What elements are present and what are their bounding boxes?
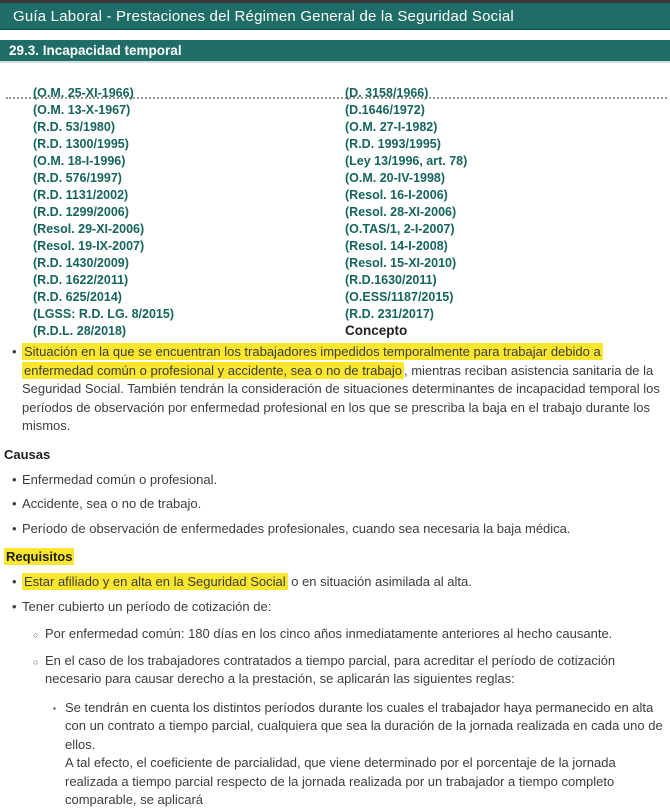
reference-link[interactable]: (O.M. 20-IV-1998) [345,170,446,185]
circle-bullet-icon: ○ [33,630,39,640]
app-title-bar [0,0,670,30]
causas-heading: Causas [4,446,51,462]
bullet-icon: • [12,471,17,487]
reference-link[interactable]: (R.D. 625/2014) [33,289,122,304]
reference-link[interactable]: (R.D.L. 28/2018) [33,323,127,338]
section-header-bar [0,40,670,63]
requisito-item [12,598,670,617]
reference-row [0,101,670,118]
highlighted-text: Requisitos [6,549,73,564]
reference-link[interactable]: (Resol. 14-I-2008) [345,238,448,253]
highlighted-text: Situación en la que se encuentran los trabajadores impedidos temporalmente para trabajar debido a enfermedad común o profesional y accidente, sea o no de trabajo [24,344,601,378]
reference-link[interactable]: (Resol. 29-XI-2006) [33,221,145,236]
sub-item-text: Por enfermedad común: 180 días en los cinco años inmediatamente anteriores al hecho causante. [45,626,613,641]
regla-text [65,699,670,810]
highlighted-text: Estar afiliado y en alta en la Seguridad Social [24,574,286,589]
square-bullet-icon: ▪ [53,703,56,713]
reference-link[interactable]: (LGSS: R.D. LG. 8/2015) [33,306,175,321]
reference-link[interactable]: (R.D. 1993/1995) [345,136,441,151]
legal-references-list [0,84,670,339]
cotizacion-sublist [0,625,670,810]
section-title: 29.3. Incapacidad temporal [9,43,182,58]
reference-link[interactable]: (O.M. 13-X-1967) [33,102,131,117]
bullet-icon: • [12,496,17,511]
reference-link[interactable]: (R.D. 1622/2011) [33,272,129,287]
reference-link[interactable]: (R.D.1630/2011) [345,272,437,287]
requisito-item [12,573,670,592]
reference-link[interactable]: (Resol. 28-XI-2006) [345,204,457,219]
sub-item-text: En el caso de los trabajadores contratados a tiempo parcial, para acreditar el período de cotización necesario para causar derecho a la prestación, se aplicarán las siguientes reglas: [45,652,616,686]
bullet-icon: • [12,574,17,589]
circle-bullet-icon: ○ [33,656,39,667]
concept-text [22,343,670,436]
reference-link[interactable]: (O.M. 25-XI-1966) [33,85,134,100]
reference-row [0,84,670,101]
causa-item [12,520,670,539]
reference-row [0,186,670,203]
reference-row [0,220,670,237]
reference-row [0,118,670,135]
requisito-text: Tener cubierto un período de cotización de: [22,598,272,614]
reference-row [0,237,670,254]
sub-item [33,652,670,689]
reference-row [0,305,670,322]
reference-row [0,203,670,220]
reference-link[interactable]: (R.D. 576/1997) [33,170,122,185]
concept-text-rest: , mientras reciban asistencia sanitaria de la Seguridad Social. También tendrán la consideración de situaciones determinantes de incapacidad temporal los períodos de observación por enfermedad profesional en los que se prescriba la baja en el trabajo durante los mismos. [22,362,660,433]
sub-item [33,625,670,645]
reference-link[interactable]: (O.M. 27-I-1982) [345,119,438,134]
reference-link[interactable]: (O.ESS/1187/2015) [345,289,454,304]
causa-item [12,471,670,490]
reference-link[interactable]: (R.D. 1131/2002) [33,187,129,202]
regla-item [53,699,670,810]
reference-link[interactable]: (O.M. 18-I-1996) [33,153,126,168]
reference-row [0,288,670,305]
reference-row [0,152,670,169]
causa-text: Enfermedad común o profesional. [22,471,218,487]
reference-link[interactable]: (R.D. 231/2017) [345,306,434,321]
concepto-heading: Concepto [345,322,408,338]
bullet-icon: • [12,520,17,536]
reference-link[interactable]: (D. 3158/1966) [345,85,429,100]
reference-row [0,271,670,288]
reference-link[interactable]: (Resol. 15-XI-2010) [345,255,457,270]
reference-link[interactable]: (D.1646/1972) [345,102,425,117]
reference-link[interactable]: (R.D. 1299/2006) [33,204,129,219]
page-title: Guía Laboral - Prestaciones del Régimen General de la Seguridad Social [13,7,514,25]
causa-text: Accidente, sea o no de trabajo. [22,496,202,511]
bullet-icon: • [12,344,17,359]
requisitos-heading [4,549,670,564]
reference-row [0,135,670,152]
reference-link[interactable]: (Resol. 19-IX-2007) [33,238,145,253]
regla-paragraph: Se tendrán en cuenta los distintos períodos durante los cuales el trabajador haya permanecido en alta con un contrato a tiempo parcial, cualquiera que sea la duración de la jornada realizada en cada uno de ellos. [65,699,663,752]
causa-text: Período de observación de enfermedades profesionales, cuando sea necesaria la baja médica. [22,520,571,536]
reference-link[interactable]: (O.TAS/1, 2-I-2007) [345,221,455,236]
requisito-text [22,573,478,592]
reference-link[interactable]: (Resol. 16-I-2006) [345,187,448,202]
regla-continuation: A tal efecto, el coeficiente de parcialidad, que viene determinado por el porcentaje de la jornada realizada a tiempo parcial respecto de la jornada realizada por un trabajador a tiempo completo comparable, se aplicará [65,755,616,807]
bullet-icon: • [12,598,17,614]
concept-bullet-item [12,343,670,436]
reference-link[interactable]: (R.D. 53/1980) [33,119,115,134]
requisito-text-rest: o en situación asimilada al alta. [287,574,472,589]
causa-item [12,495,670,514]
reference-link[interactable]: (R.D. 1300/1995) [33,136,129,151]
reference-row [0,254,670,271]
reference-row [0,322,670,339]
reference-link[interactable]: (Ley 13/1996, art. 78) [345,153,468,168]
reference-link[interactable]: (R.D. 1430/2009) [33,255,129,270]
reference-row [0,169,670,186]
